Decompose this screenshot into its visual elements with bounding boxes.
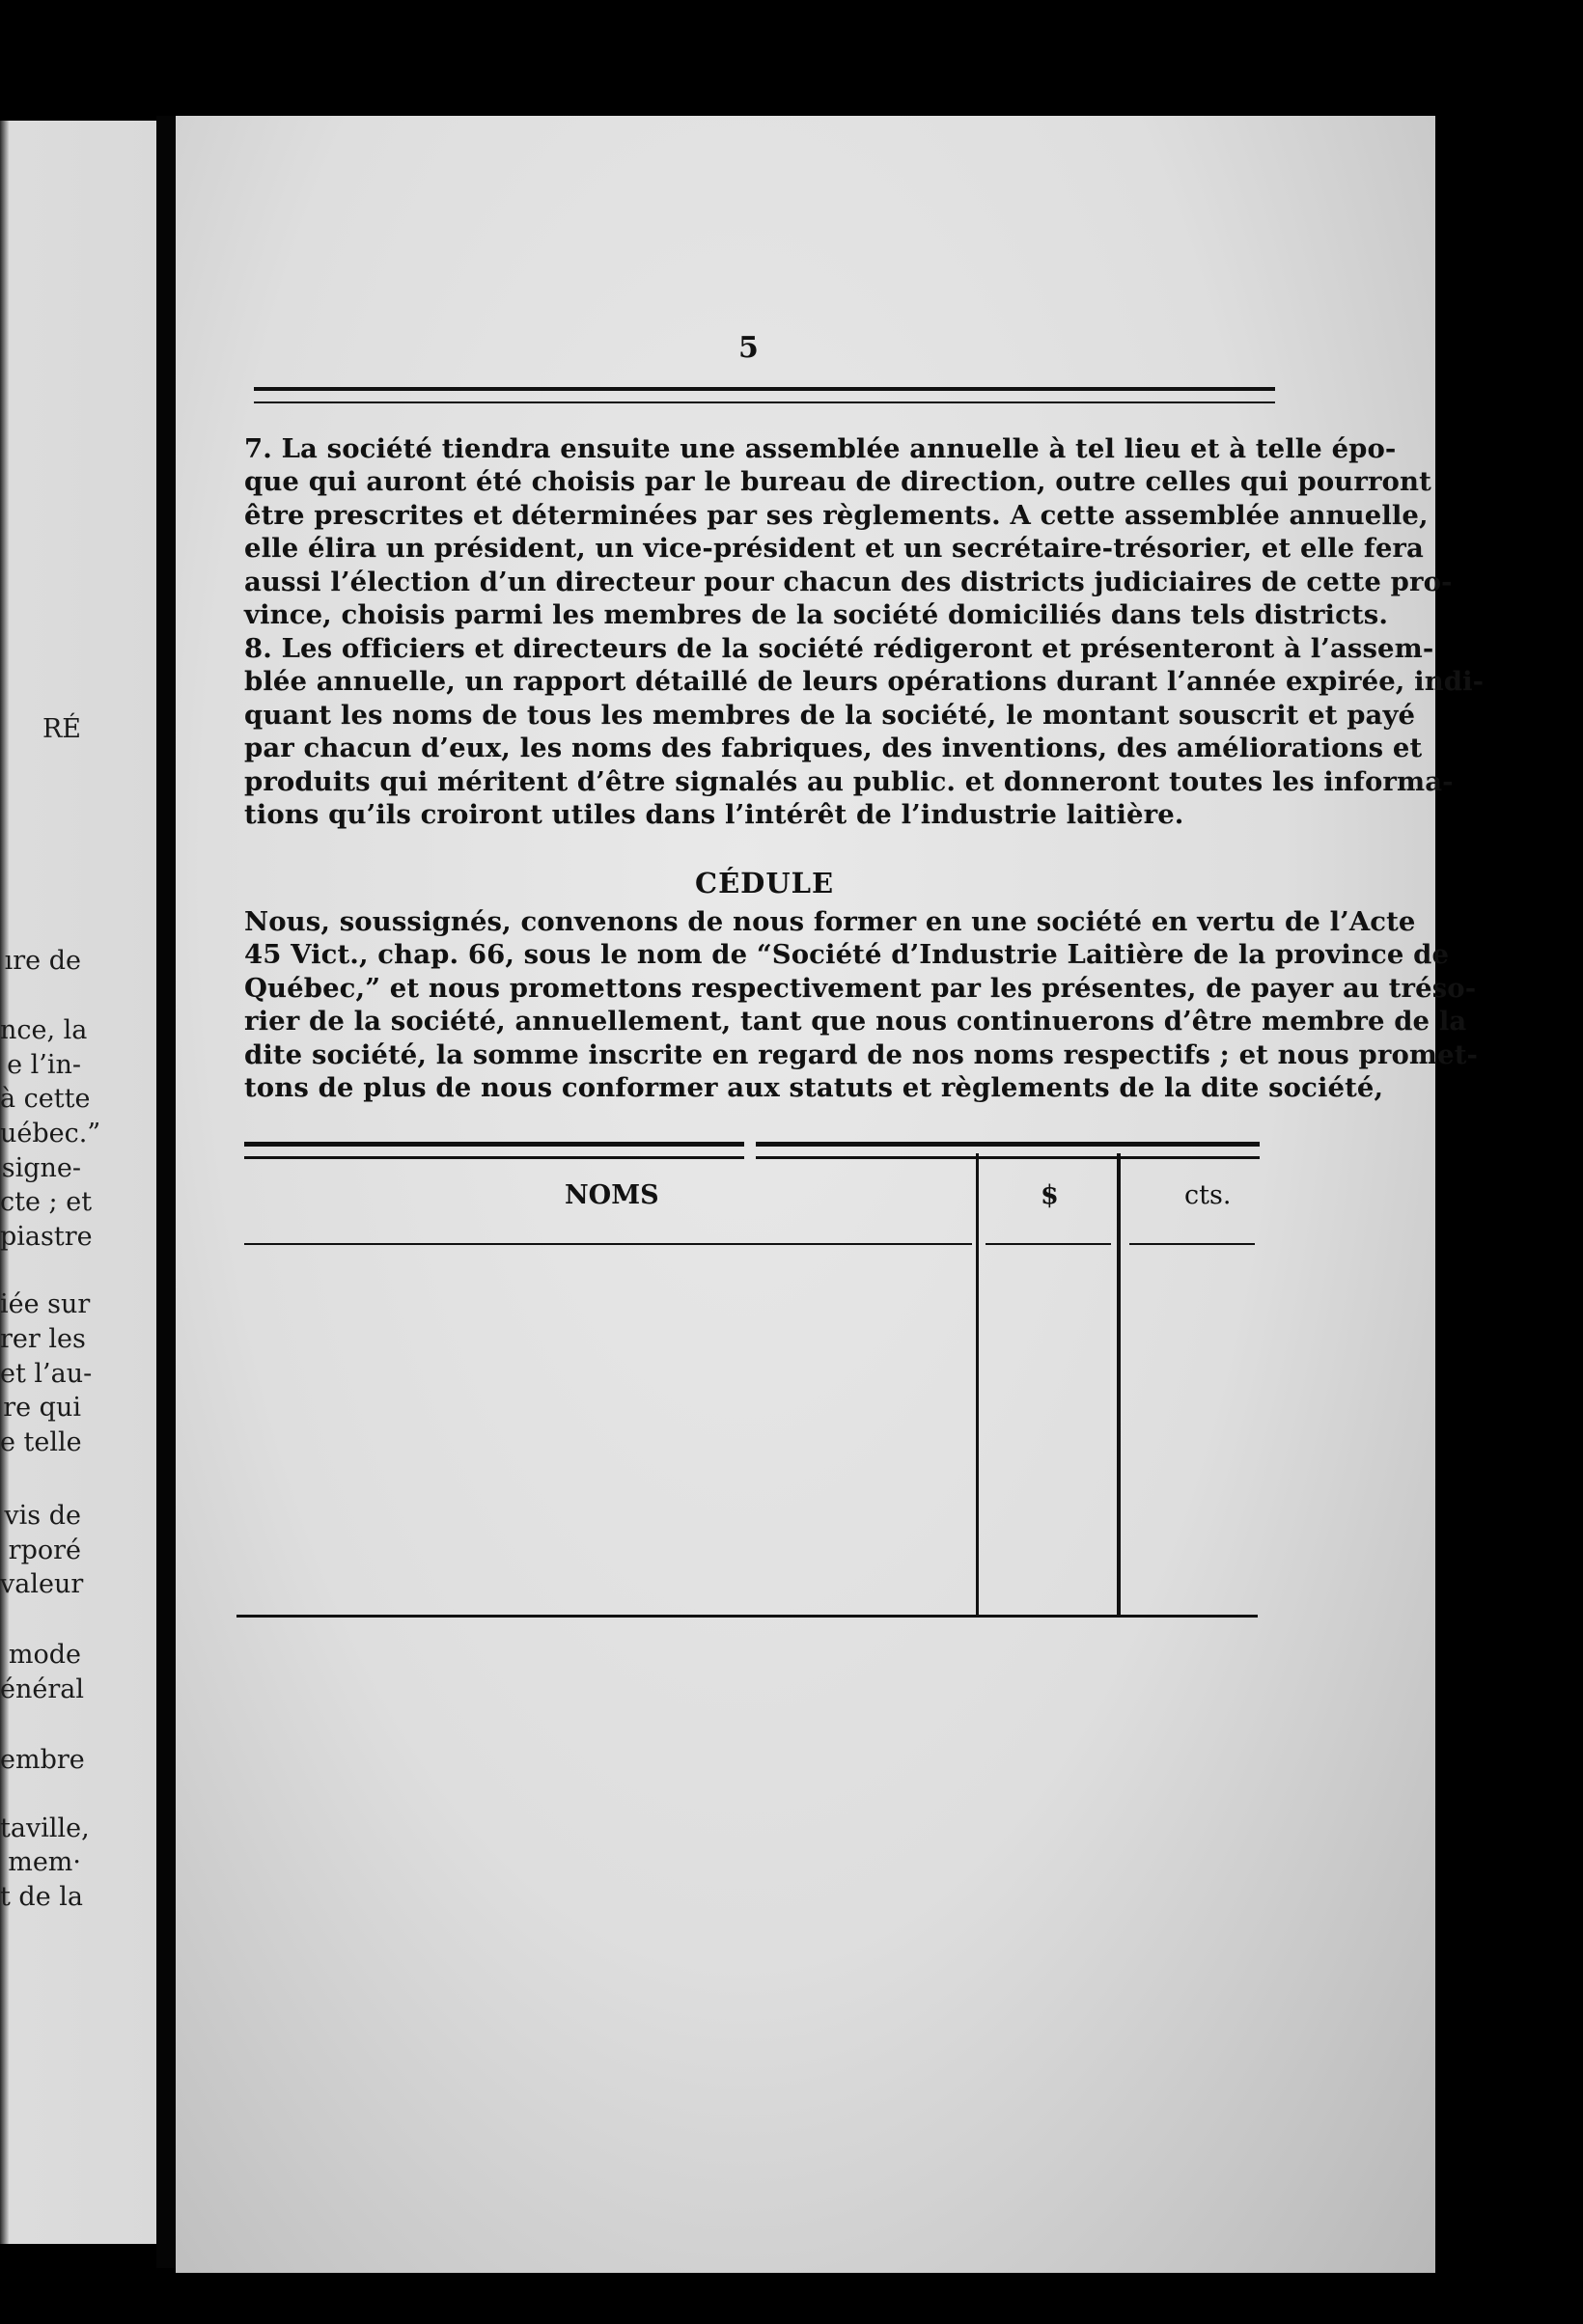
text-line: rier de la société, annuellement, tant que nous continuerons d’être membre de la — [244, 1006, 1467, 1038]
left-page-line: nce, la — [0, 1015, 88, 1045]
left-page-line: mem· — [8, 1847, 81, 1877]
header-underline-dollars — [986, 1243, 1111, 1245]
header-underline-noms — [244, 1243, 972, 1245]
text-line: par chacun d’eux, les noms des fabriques, des inventions, des améliorations et — [244, 733, 1423, 764]
cedule-text — [244, 905, 1479, 1104]
header-underline-cents — [1129, 1243, 1255, 1245]
text-line: Québec,” et nous promettons respectivement par les présentes, de payer au tréso- — [244, 972, 1477, 1004]
text-line: 8. Les officiers et directeurs de la société rédigeront et présenteront à l’assem- — [244, 633, 1434, 664]
left-page-line: piastre — [0, 1222, 93, 1252]
text-line: Nous, soussignés, convenons de nous former en une société en vertu de l’Acte — [244, 906, 1416, 937]
column-divider-2 — [1117, 1153, 1121, 1617]
article-8 — [244, 632, 1485, 831]
header-double-rule — [254, 387, 1275, 403]
left-page-line: cte ; et — [0, 1187, 93, 1217]
subscription-table — [236, 1142, 1269, 1624]
text-line: être prescrites et déterminées par ses règlements. A cette assemblée annuelle, — [244, 499, 1429, 531]
cedule-heading: CÉDULE — [695, 867, 835, 899]
page-number: 5 — [738, 331, 759, 365]
table-top-rule-left — [244, 1142, 744, 1159]
column-header-dollars: $ — [1041, 1180, 1059, 1210]
text-line: vince, choisis parmi les membres de la société domiciliés dans tels districts. — [244, 599, 1389, 631]
text-line: tions qu’ils croiront utiles dans l’intérêt de l’industrie laitière. — [244, 799, 1184, 831]
table-top-rule-right — [756, 1142, 1260, 1159]
left-page-line: vis de — [4, 1501, 81, 1531]
left-page-line: valeur — [0, 1569, 84, 1599]
text-line: tons de plus de nous conformer aux statuts et règlements de la dite société, — [244, 1072, 1384, 1104]
left-page-line: re qui — [3, 1393, 81, 1423]
left-page-line: e telle — [0, 1427, 82, 1457]
left-page-line: taville, — [0, 1813, 90, 1843]
left-page-line: iée sur — [0, 1289, 91, 1319]
text-line: que qui auront été choisis par le bureau de direction, outre celles qui pourront — [244, 466, 1431, 498]
text-line: blée annuelle, un rapport détaillé de leurs opérations durant l’année expirée, indi- — [244, 666, 1485, 698]
left-page-line: ıre de — [4, 946, 81, 976]
left-page-line: uébec.” — [0, 1119, 101, 1148]
table-bottom-rule — [236, 1615, 1258, 1618]
left-page-line: embre — [0, 1745, 85, 1775]
left-page-line: rporé — [8, 1536, 81, 1565]
text-line: elle élira un président, un vice-président et un secrétaire-trésorier, et elle fera — [244, 533, 1424, 565]
text-line: 45 Vict., chap. 66, sous le nom de “Société d’Industrie Laitière de la province de — [244, 939, 1450, 971]
left-page-line: e l’in- — [7, 1050, 81, 1080]
left-page-line: rer les — [0, 1324, 86, 1354]
column-header-noms: NOMS — [565, 1180, 659, 1210]
left-page-line: t de la — [0, 1882, 84, 1912]
text-line: produits qui méritent d’être signalés au public. et donneront toutes les informa- — [244, 765, 1454, 797]
article-7 — [244, 432, 1453, 631]
page-gutter — [156, 116, 176, 2268]
left-page-line: RÉ — [42, 714, 81, 744]
left-page-line: signe- — [1, 1153, 81, 1183]
text-line: dite société, la somme inscrite en regard de nos noms respectifs ; et nous promet- — [244, 1038, 1479, 1070]
text-line: quant les noms de tous les membres de la société, le montant souscrit et payé — [244, 699, 1416, 731]
left-page-line: énéral — [0, 1674, 84, 1704]
left-page-line: à cette — [0, 1084, 91, 1114]
text-line: 7. La société tiendra ensuite une assemblée annuelle à tel lieu et à telle épo- — [244, 433, 1397, 464]
text-line: aussi l’élection d’un directeur pour chacun des districts judiciaires de cette pro- — [244, 566, 1453, 597]
left-page-line: mode — [8, 1640, 81, 1670]
left-page-line: et l’au- — [0, 1359, 93, 1389]
column-divider-1 — [976, 1153, 979, 1617]
column-header-cents: cts. — [1184, 1180, 1232, 1210]
